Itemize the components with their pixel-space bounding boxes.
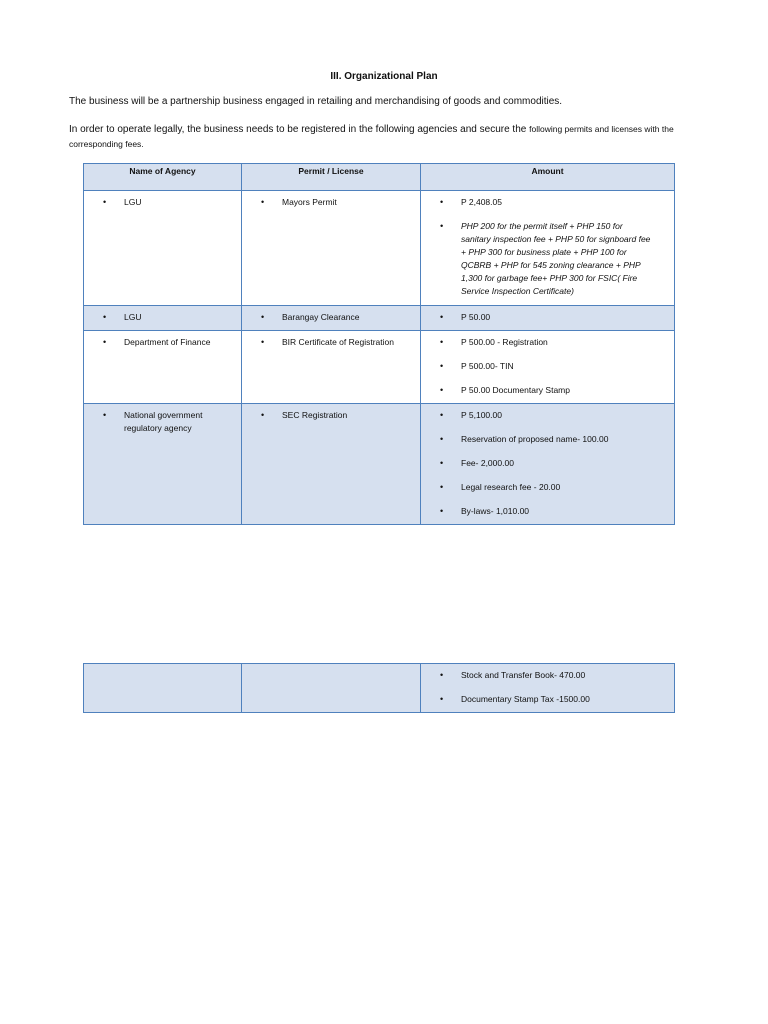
amount-item: • By-laws- 1,010.00 (421, 505, 674, 518)
section-heading: III. Organizational Plan (330, 71, 438, 82)
amount-item: • P 50.00 Documentary Stamp (421, 384, 674, 397)
amount-item: • P 500.00- TIN (421, 360, 674, 373)
fees-table-continuation (83, 663, 675, 713)
header-permit: Permit / License (242, 164, 421, 191)
amount-item: • Fee- 2,000.00 (421, 457, 674, 470)
agency-cell: • Department of Finance (84, 336, 241, 349)
permit-cell: • Barangay Clearance (242, 311, 420, 324)
table-row (84, 404, 675, 525)
header-agency: Name of Agency (84, 164, 242, 191)
amount-item: • Reservation of proposed name- 100.00 (421, 433, 674, 446)
amount-item: • Legal research fee - 20.00 (421, 481, 674, 494)
amount-item: • P 50.00 (421, 311, 674, 324)
amount-item: • P 2,408.05 (421, 196, 674, 209)
registration-paragraph-main: In order to operate legally, the business needs to be registered in the following agencies and secure the (69, 124, 530, 135)
fee-breakdown-note: • PHP 200 for the permit itself + PHP 150 for sanitary inspection fee + PHP 50 for signboard fee + PHP 300 for business plate + PHP 100 for QCBRB + PHP for 545 zoning clearance + PHP 1,300 for garbage fee+ PHP 300 for FSIC( Fire Service Inspection Certificate) (421, 220, 674, 298)
agency-cell: • National government regulatory agency (84, 409, 241, 435)
empty-agency-cell (84, 664, 242, 713)
table-row (84, 664, 675, 713)
registration-paragraph (69, 122, 709, 152)
amount-item: • Documentary Stamp Tax -1500.00 (421, 693, 674, 706)
intro-paragraph: The business will be a partnership business engaged in retailing and merchandising of goods and commodities. (69, 96, 563, 107)
table-row (84, 331, 675, 404)
permit-cell: • BIR Certificate of Registration (242, 336, 420, 349)
agency-cell: • LGU (84, 311, 241, 324)
table-row (84, 306, 675, 331)
header-amount: Amount (421, 164, 675, 191)
table-header-row (84, 164, 675, 191)
amount-item: • P 500.00 - Registration (421, 336, 674, 349)
agency-cell: • LGU (84, 196, 241, 209)
table-row (84, 191, 675, 306)
registration-paragraph-small: following permits and licenses with the corresponding fees. (69, 124, 674, 149)
amount-item: • P 5,100.00 (421, 409, 674, 422)
amount-item: • Stock and Transfer Book- 470.00 (421, 669, 674, 682)
permit-cell: • Mayors Permit (242, 196, 420, 209)
permit-cell: • SEC Registration (242, 409, 420, 422)
empty-permit-cell (242, 664, 421, 713)
fees-table (83, 163, 675, 525)
